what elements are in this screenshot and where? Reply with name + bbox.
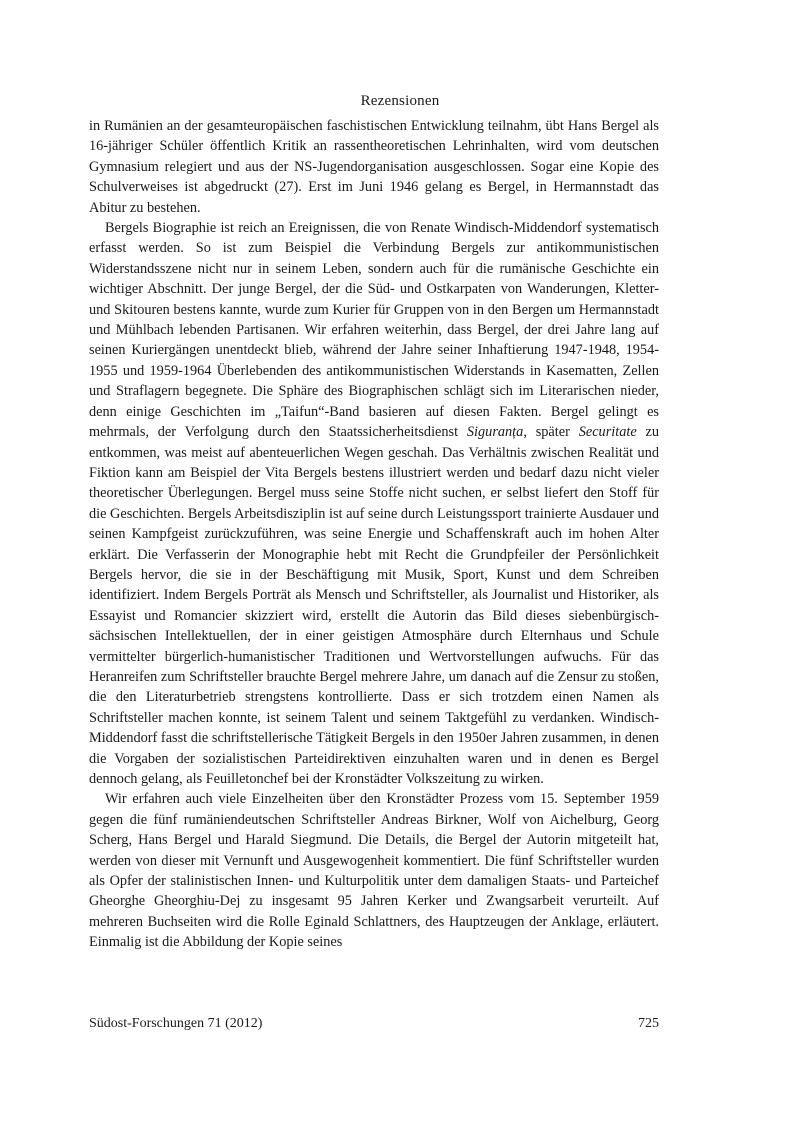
italic-term: Siguranța [466,424,524,441]
italic-term: Securitate [578,424,637,441]
paragraph [89,218,659,789]
page-number: 725 [638,1016,659,1031]
text-run: Bergels Biographie ist reich an Ereignissen, die von Renate Windisch-Middendorf systematisch erfasst werden. So ist zum Beispiel die Verbindung Bergels zur antikommunistischen Widerstandsszene nicht nur in seinem Leben, sondern auch für die rumänische Geschichte ein wichtiger Abschnitt. Der junge Bergel, der die Süd- und Ostkarpaten von Wanderungen, Kletter- und Skitouren bestens kannte, wurde zum Kurier für Gruppen von in den Bergen um Hermannstadt und Mühlbach lebenden Partisanen. Wir erfahren weiterhin, dass Bergel, der drei Jahre lang auf seinen Kuriergängen unentdeckt blieb, während der Jahre seiner Inhaftierung 1947-1948, 1954-1955 und 1959-1964 Überlebenden des antikommunistischen Widerstands in Kasematten, Zellen und Straflagern begegnete. Die Sphäre des Biographischen schlägt sich im Literarischen nieder, denn einige Geschichten im „Taifun“-Band basieren auf diesen Fakten. Bergel gelingt es mehrmals, der Verfolgung durch den Staatssicherheitsdienst [89,220,659,441]
page-footer [89,1016,659,1032]
journal-citation: Südost-Forschungen 71 (2012) [89,1016,263,1031]
text-run: Wir erfahren auch viele Einzelheiten über den Kronstädter Prozess vom 15. September 1959 gegen die fünf rumäniendeutschen Schriftsteller Andreas Birkner, Wolf von Aichelburg, Georg Scherg, Hans Bergel und Harald Siegmund. Die Details, die Bergel der Autorin mitgeteilt hat, werden von dieser mit Vernunft und Ausgewogenheit kommentiert. Die fünf Schriftsteller wurden als Opfer der stalinistischen Innen- und Kulturpolitik unter dem damaligen Staats- und Parteichef Gheorghe Gheorghiu-Dej zu insgesamt 95 Jahren Kerker und Zwangsarbeit verurteilt. Auf mehreren Buchseiten wird die Rolle Eginald Schlattners, des Hauptzeugen der Anklage, erläutert. Einmalig ist die Abbildung der Kopie seines [89,791,659,951]
paragraph [89,116,659,218]
paragraph [89,789,659,952]
text-run: in Rumänien an der gesamteuropäischen faschistischen Entwicklung teilnahm, übt Hans Bergel als 16-jähriger Schüler öffentlich Kritik an rassentheoretischen Lehrinhalten, wird vom deutschen Gymnasium relegiert und aus der NS-Jugendorganisation ausgeschlossen. Sogar eine Kopie des Schulverweises ist abgedruckt (27). Erst im Juni 1946 gelang es Bergel, in Hermannstadt das Abitur zu bestehen. [89,118,659,216]
running-title: Rezensionen [360,93,440,109]
text-run: zu entkommen, was meist auf abenteuerlichen Wegen geschah. Das Verhältnis zwischen Realität und Fiktion kann am Beispiel der Vita Bergels bestens illustriert werden und bedarf dazu nicht vieler theoretischer Überlegungen. Bergel muss seine Stoffe nicht suchen, er selbst liefert den Stoff für die Geschichten. Bergels Arbeitsdisziplin ist auf seine durch Leistungssport trainierte Ausdauer und seinen Kampfgeist zurückzuführen, was seine Energie und Schaffenskraft auch im hohen Alter erklärt. Die Verfasserin der Monographie hebt mit Recht die Grundpfeiler der Persönlichkeit Bergels hervor, die sie in der Beschäftigung mit Musik, Sport, Kunst und dem Schreiben identifiziert. Indem Bergels Porträt als Mensch und Schriftsteller, als Journalist und Historiker, als Essayist und Romancier skizziert wird, erstellt die Autorin das Bild dieses siebenbürgisch-sächsischen Intellektuellen, der in einer geistigen Atmosphäre durch Elternhaus und Schule vermittelter bürgerlich-humanistischer Traditionen und Wertvorstellungen aufwuchs. Für das Heranreifen zum Schriftsteller brauchte Bergel mehrere Jahre, um danach auf die Zensur zu stoßen, die den Literaturbetrieb strengstens kontrollierte. Dass er sich trotzdem einen Namen als Schriftsteller machen konnte, ist seinem Talent und seinem Taktgefühl zu verdanken. Windisch-Middendorf fasst die schriftstellerische Tätigkeit Bergels in den 1950er Jahren zusammen, in denen die Vorgaben der sozialistischen Parteidirektiven einzuhalten waren und in denen es Bergel dennoch gelang, als Feuilletonchef bei der Kronstädter Volkszeitung zu wirken. [89,424,659,787]
body-text [89,116,659,953]
text-run: , später [523,424,579,441]
